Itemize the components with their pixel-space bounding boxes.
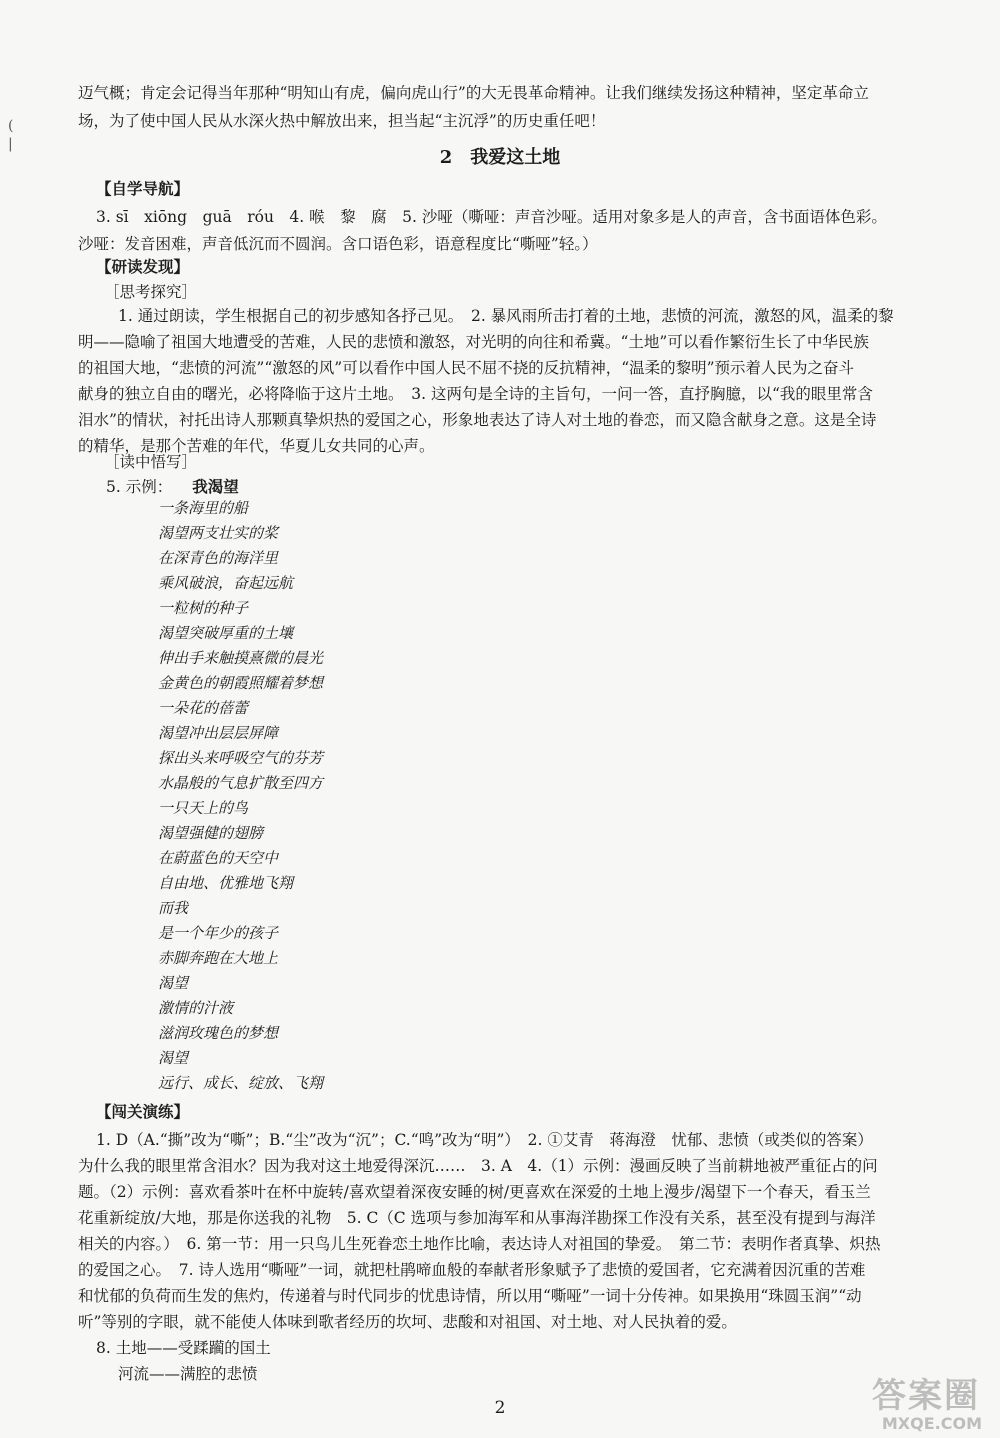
research-heading: 【研读发现】 [96,257,190,276]
poem-line: 远行、成长、绽放、飞翔 [158,1074,324,1092]
practice-line: 听”等别的字眼，就不能使人体味到歌者经历的坎坷、悲酸和对祖国、对土地、对人民执着的爱。 [78,1313,737,1331]
self-study-line-2: 沙哑：发音困难，声音低沉而不圆润。含口语色彩，语意程度比“嘶哑”轻。） [78,235,598,253]
research-line: 献身的独立自由的曙光，必将降临于这片土地。 3. 这两句是全诗的主旨句，一问一答，直抒胸臆，以“我的眼里常含 [78,385,873,403]
poem-line: 而我 [158,899,189,917]
poem-line: 渴望强健的翅膀 [158,824,264,842]
self-study-line-1: 3. sī xiōng guā róu 4. 喉 黎 腐 5. 沙哑（嘶哑：声音沙哑。适用对象多是人的声音，含书面语体色彩。 [96,208,887,226]
margin-mark: | [8,136,13,152]
example-label: 5. 示例： [106,478,173,496]
practice-line: 的爱国之心。 7. 诗人选用“嘶哑”一词，就把杜鹃啼血般的奉献者形象赋予了悲愤的爱国者，它充满着因沉重的苦难 [78,1261,866,1279]
page-number: 2 [494,1398,506,1418]
poem [158,496,323,1096]
practice-line: 和忧郁的负荷而生发的焦灼，传递着与时代同步的忧患诗情，所以用“嘶哑”一词十分传神。如果换用“珠圆玉润”“动 [78,1287,862,1305]
practice-line: 花重新绽放/大地，那是你送我的礼物 5. C（C 选项与参加海军和从事海洋勘探工作没有关系，甚至没有提到与海洋 [78,1209,876,1227]
intro-line-1: 迈气概；肯定会记得当年那种“明知山有虎，偏向虎山行”的大无畏革命精神。让我们继续发扬这种精神，坚定革命立 [78,84,869,102]
section-title: 2 我爱这土地 [439,147,561,168]
poem-line: 乘风破浪，奋起远航 [158,574,294,592]
research-line: 的祖国大地，“悲愤的河流”“激怒的风”可以看作中国人民不屈不挠的反抗精神，“温柔的黎明”预示着人民为之奋斗 [78,359,855,377]
poem-line: 在蔚蓝色的天空中 [158,849,279,867]
intro-line-2: 场，为了使中国人民从水深火热中解放出来，担当起“主沉浮”的历史重任吧！ [78,112,606,130]
poem-line: 渴望两支壮实的桨 [158,524,279,542]
poem-line: 赤脚奔跑在大地上 [158,949,279,967]
research-line: 的精华，是那个苦难的年代，华夏儿女共同的心声。 [78,437,435,455]
read-write-label: ［读中悟写］ [104,453,198,471]
poem-line: 激情的汁液 [158,999,234,1017]
poem-line: 渴望突破厚重的土壤 [158,624,294,642]
research-line: 泪水”的情状，衬托出诗人那颗真挚炽热的爱国之心，形象地表达了诗人对土地的眷恋，而又隐含献身之意。这是全诗 [78,411,877,429]
poem-line: 渴望冲出层层屏障 [158,724,279,742]
q8-line-1: 8. 土地——受蹂躏的国土 [96,1339,271,1357]
poem-line: 金黄色的朝霞照耀着梦想 [158,674,324,692]
practice-heading: 【闯关演练】 [96,1102,190,1121]
q8-line-2: 河流——满腔的悲愤 [118,1365,258,1383]
watermark-text: 答案圈 [872,1376,980,1416]
poem-line: 在深青色的海洋里 [158,549,279,567]
poem-line: 一粒树的种子 [158,599,249,617]
poem-line: 滋润玫瑰色的梦想 [158,1024,279,1042]
practice-line: 1. D（A.“撕”改为“嘶”；B.“尘”改为“沉”；C.“鸣”改为“明”） 2. ①艾青 蒋海澄 忧郁、悲愤（或类似的答案） [96,1131,873,1149]
poem-line: 渴望 [158,974,189,992]
watermark-url: MXQE.COM [881,1414,982,1433]
think-label: ［思考探究］ [104,283,198,301]
practice-line: 题。（2）示例：喜欢看茶叶在杯中旋转/喜欢望着深夜安睡的树/更喜欢在深爱的土地上漫步/渴望下一个春天，看玉兰 [78,1183,871,1201]
poem-line: 是一个年少的孩子 [158,924,279,942]
poem-line: 自由地、优雅地飞翔 [158,874,294,892]
poem-line: 探出头来呼吸空气的芬芳 [158,749,324,767]
practice-line: 相关的内容。） 6. 第一节：用一只鸟儿生死眷恋土地作比喻，表达诗人对祖国的挚爱。 第二节：表明作者真挚、炽热 [78,1235,881,1253]
poem-line: 水晶般的气息扩散至四方 [158,774,324,792]
watermark-logo [796,1368,986,1432]
poem-line: 一只天上的鸟 [158,799,249,817]
poem-title: 我渴望 [192,477,239,496]
poem-line: 一朵花的蓓蕾 [158,699,249,717]
poem-line: 渴望 [158,1049,189,1067]
poem-line: 一条海里的船 [158,499,249,517]
research-line: 明——隐喻了祖国大地遭受的苦难，人民的悲愤和激怒，对光明的向往和希冀。“土地”可以看作繁衍生长了中华民族 [78,333,869,351]
self-study-heading: 【自学导航】 [96,179,190,198]
margin-mark: ( [8,118,14,134]
poem-line: 伸出手来触摸熹微的晨光 [158,649,324,667]
research-line: 1. 通过朗读，学生根据自己的初步感知各抒己见。 2. 暴风雨所击打着的土地，悲愤的河流，激怒的风，温柔的黎 [118,307,894,325]
example-line [106,475,239,497]
practice-line: 为什么我的眼里常含泪水？因为我对这土地爱得深沉…… 3. A 4.（1）示例：漫画反映了当前耕地被严重征占的问 [78,1157,878,1175]
